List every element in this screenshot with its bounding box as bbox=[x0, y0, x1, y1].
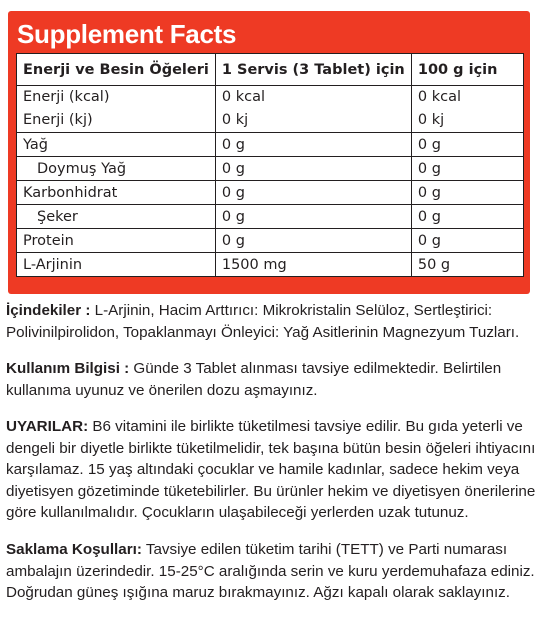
panel-title: Supplement Facts bbox=[17, 19, 237, 49]
label-text-sections bbox=[6, 294, 536, 619]
table-row-energy bbox=[17, 86, 524, 133]
table-row bbox=[17, 229, 524, 253]
warnings-section bbox=[6, 416, 536, 524]
table-row bbox=[17, 253, 524, 277]
serving-cell bbox=[215, 86, 411, 133]
serving-value: 1500 mg bbox=[215, 253, 411, 277]
nutrient-name: Yağ bbox=[17, 133, 216, 157]
section-label: Saklama Koşulları: bbox=[6, 541, 142, 559]
section-label: UYARILAR: bbox=[6, 418, 89, 436]
header-serving: 1 Servis (3 Tablet) için bbox=[215, 54, 411, 86]
supplement-facts-panel bbox=[8, 11, 530, 294]
nutrient-name: Protein bbox=[17, 229, 216, 253]
per100-value: 50 g bbox=[411, 253, 523, 277]
section-text: Tavsiye edilen tüketim tarihi (TETT) ve Parti numarası ambalajın üzerindedir. 15-25°C aralığında serin ve kuru yerdemuhafaza ediniz. Doğrudan güneş ışığına maruz bırakmayınız. Ağzı kapalı olarak saklayınız. bbox=[6, 541, 535, 602]
section-text: Günde 3 Tablet alınması tavsiye edilmektedir. Belirtilen kullanıma uyunuz ve önerilen dozu aşmayınız. bbox=[6, 360, 502, 399]
nutrient-name: L-Arjinin bbox=[17, 253, 216, 277]
section-label: Kullanım Bilgisi : bbox=[6, 360, 130, 378]
table-row bbox=[17, 181, 524, 205]
per100-value: 0 kj bbox=[417, 112, 445, 128]
per100-value: 0 g bbox=[411, 205, 523, 229]
table-row bbox=[17, 133, 524, 157]
nutrition-table bbox=[16, 53, 524, 277]
per100-value: 0 g bbox=[411, 157, 523, 181]
table-row bbox=[17, 157, 524, 181]
per100-value: 0 g bbox=[411, 229, 523, 253]
per100-value: 0 g bbox=[411, 181, 523, 205]
serving-value: 0 g bbox=[215, 157, 411, 181]
section-text: B6 vitamini ile birlikte tüketilmesi tavsiye edilir. Bu gıda yeterli ve dengeli bir diyetle birlikte tüketilmelidir, tek başına bütün besin öğeleri ihtiyacını karşılamaz. 15 yaş altındaki çocuklar ve hamile kadınlar, sadece hekim veya diyetisyen gözetiminde tüketebilirler. Bu ürünler hekim ve diyetisyen önerilerine göre kullanılmalıdır. Çocukların ulaşabileceği yerlerden uzak tutunuz. bbox=[6, 418, 536, 522]
serving-value: 0 g bbox=[215, 229, 411, 253]
nutrient-name: Enerji (kcal) bbox=[23, 89, 110, 105]
nutrient-name: Doymuş Yağ bbox=[37, 160, 127, 177]
header-nutrient: Enerji ve Besin Öğeleri bbox=[17, 54, 216, 86]
section-label: İçindekiler : bbox=[6, 302, 91, 319]
nutrient-cell bbox=[17, 205, 216, 229]
section-text: L-Arjinin, Hacim Arttırıcı: Mikrokristalin Selüloz, Sertleştirici: Polivinilpirolidon, Topaklanmayı Önleyici: Yağ Asitlerinin Magnezyum Tuzları. bbox=[6, 302, 520, 341]
nutrient-cell bbox=[17, 86, 216, 133]
table-row bbox=[17, 205, 524, 229]
per100-value: 0 kcal bbox=[417, 89, 461, 105]
serving-value: 0 g bbox=[215, 133, 411, 157]
nutrient-name: Şeker bbox=[37, 208, 78, 225]
per100-value: 0 g bbox=[411, 133, 523, 157]
nutrient-name: Karbonhidrat bbox=[17, 181, 216, 205]
serving-value: 0 g bbox=[215, 205, 411, 229]
serving-value: 0 kj bbox=[221, 112, 249, 128]
serving-value: 0 g bbox=[215, 181, 411, 205]
nutrient-cell bbox=[17, 157, 216, 181]
header-per100: 100 g için bbox=[411, 54, 523, 86]
table-header-row bbox=[17, 54, 524, 86]
serving-value: 0 kcal bbox=[221, 89, 265, 105]
usage-section bbox=[6, 358, 536, 401]
storage-section bbox=[6, 539, 536, 604]
ingredients-section bbox=[6, 300, 536, 343]
nutrient-name: Enerji (kj) bbox=[23, 112, 93, 128]
per100-cell bbox=[411, 86, 523, 133]
